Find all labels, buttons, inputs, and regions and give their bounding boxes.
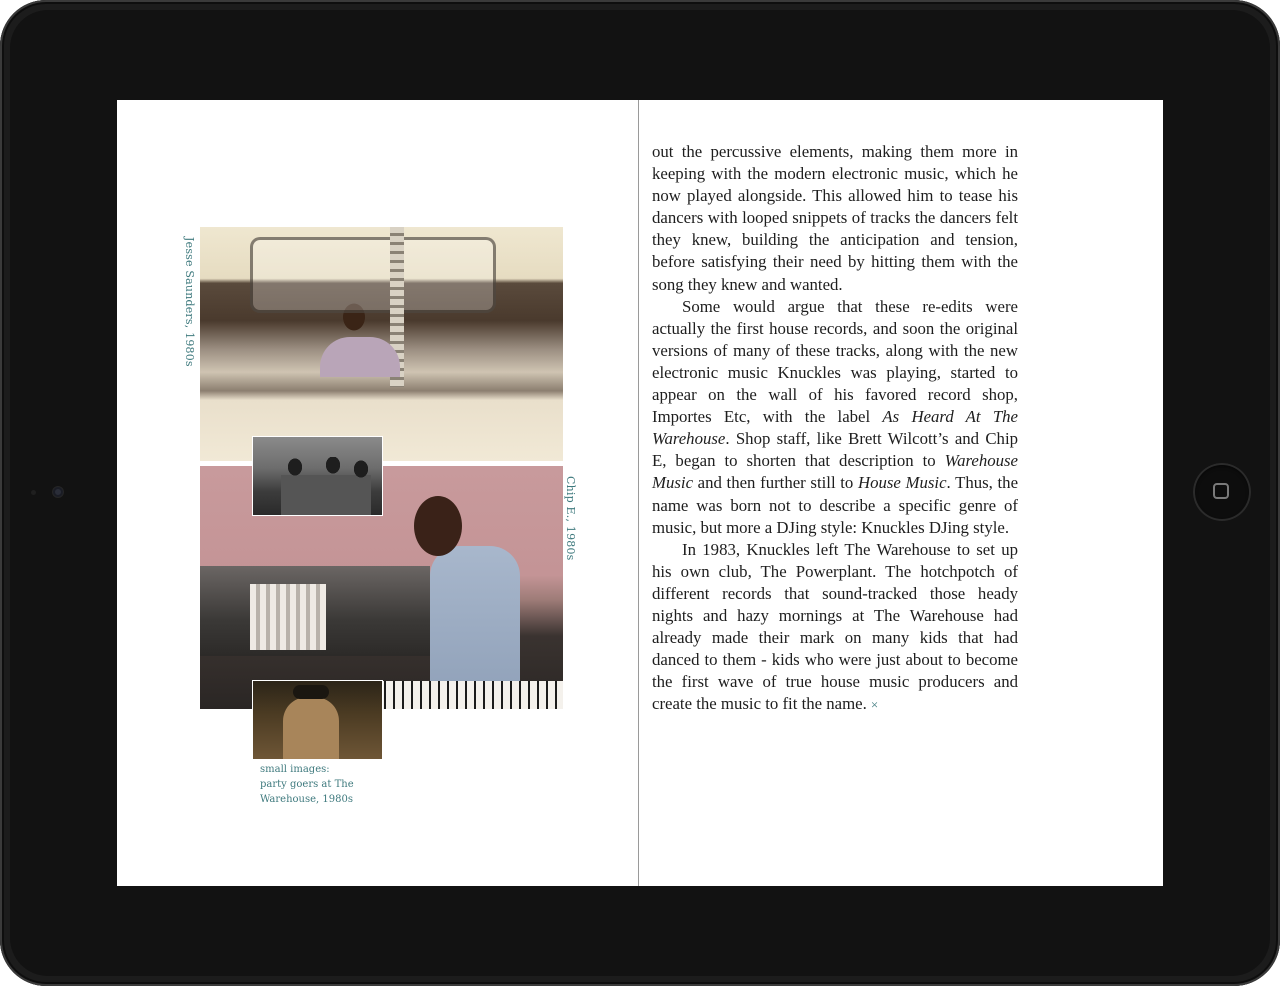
paragraph-2-part-b: . Shop staff, like Brett Wilcott’s and Chip E, began to shorten that description to	[652, 429, 1018, 471]
end-mark-icon: ×	[870, 697, 879, 713]
small-photo-party-goers-2	[252, 680, 383, 760]
small-photo-party-goers-1	[252, 436, 383, 516]
paragraph-3	[652, 539, 1018, 717]
paragraph-2-part-a: Some would argue that these re-edits were actually the first house records, and soon the original versions of many of these tracks, along with the new electronic music Knuckles was playing, started to appear on the wall of his favored record shop, Importes Etc, with the label	[652, 296, 1018, 427]
right-page[interactable]	[639, 100, 1163, 886]
paragraph-1: out the percussive elements, making them more in keeping with the modern electronic music, which he now played alongside. This allowed him to tease his dancers with looped snippets of tracks the dancers felt they knew, building the anticipation and tension, before satisfying their need by hitting them with the song they knew and wanted.	[652, 142, 1018, 294]
caption-small-images	[260, 762, 380, 807]
dancer-mask	[293, 685, 329, 699]
caption-jesse-saunders: Jesse Saunders, 1980s	[183, 237, 196, 367]
photo-jesse-saunders	[200, 227, 563, 461]
light-sensor	[31, 490, 36, 495]
paragraph-2-italic-2: Warehouse Music	[652, 451, 1018, 493]
caption-small-line-3: Warehouse, 1980s	[260, 794, 353, 805]
party-people	[281, 457, 371, 515]
body-text	[652, 141, 1018, 716]
front-camera-icon	[53, 487, 63, 497]
paragraph-2-italic-3: House Music	[857, 473, 947, 493]
dancer-torso	[283, 697, 339, 759]
home-button[interactable]	[1193, 463, 1251, 521]
club-sign	[250, 237, 496, 313]
person-head	[414, 496, 462, 556]
record-crate	[250, 584, 326, 650]
caption-small-line-2: party goers at The	[260, 779, 354, 790]
paragraph-3-text: In 1983, Knuckles left The Warehouse to set up his own club, The Powerplant. The hotchpotch of different records that sound-tracked those heady nights and hazy mornings at The Warehouse had already made their mark on many kids that had danced to them - kids who were just about to become the first wave of true house music producers and create the music to fit the name.	[652, 539, 1018, 714]
dj-figure	[320, 337, 400, 377]
caption-chip-e: Chip E., 1980s	[564, 476, 577, 561]
caption-small-line-1: small images:	[260, 764, 330, 775]
ebook-spread	[117, 100, 1163, 886]
left-page[interactable]	[117, 100, 638, 886]
paragraph-2-part-c: and then further still to	[693, 473, 858, 493]
paragraph-2-part-d: . Thus, the name was born not to describe a specific genre of music, but more a DJing style: Knuckles DJing style.	[652, 473, 1019, 537]
home-square-icon	[1213, 483, 1229, 499]
paragraph-2-italic-1: As Heard At The Warehouse	[652, 407, 1018, 449]
paragraph-2	[652, 296, 1018, 539]
